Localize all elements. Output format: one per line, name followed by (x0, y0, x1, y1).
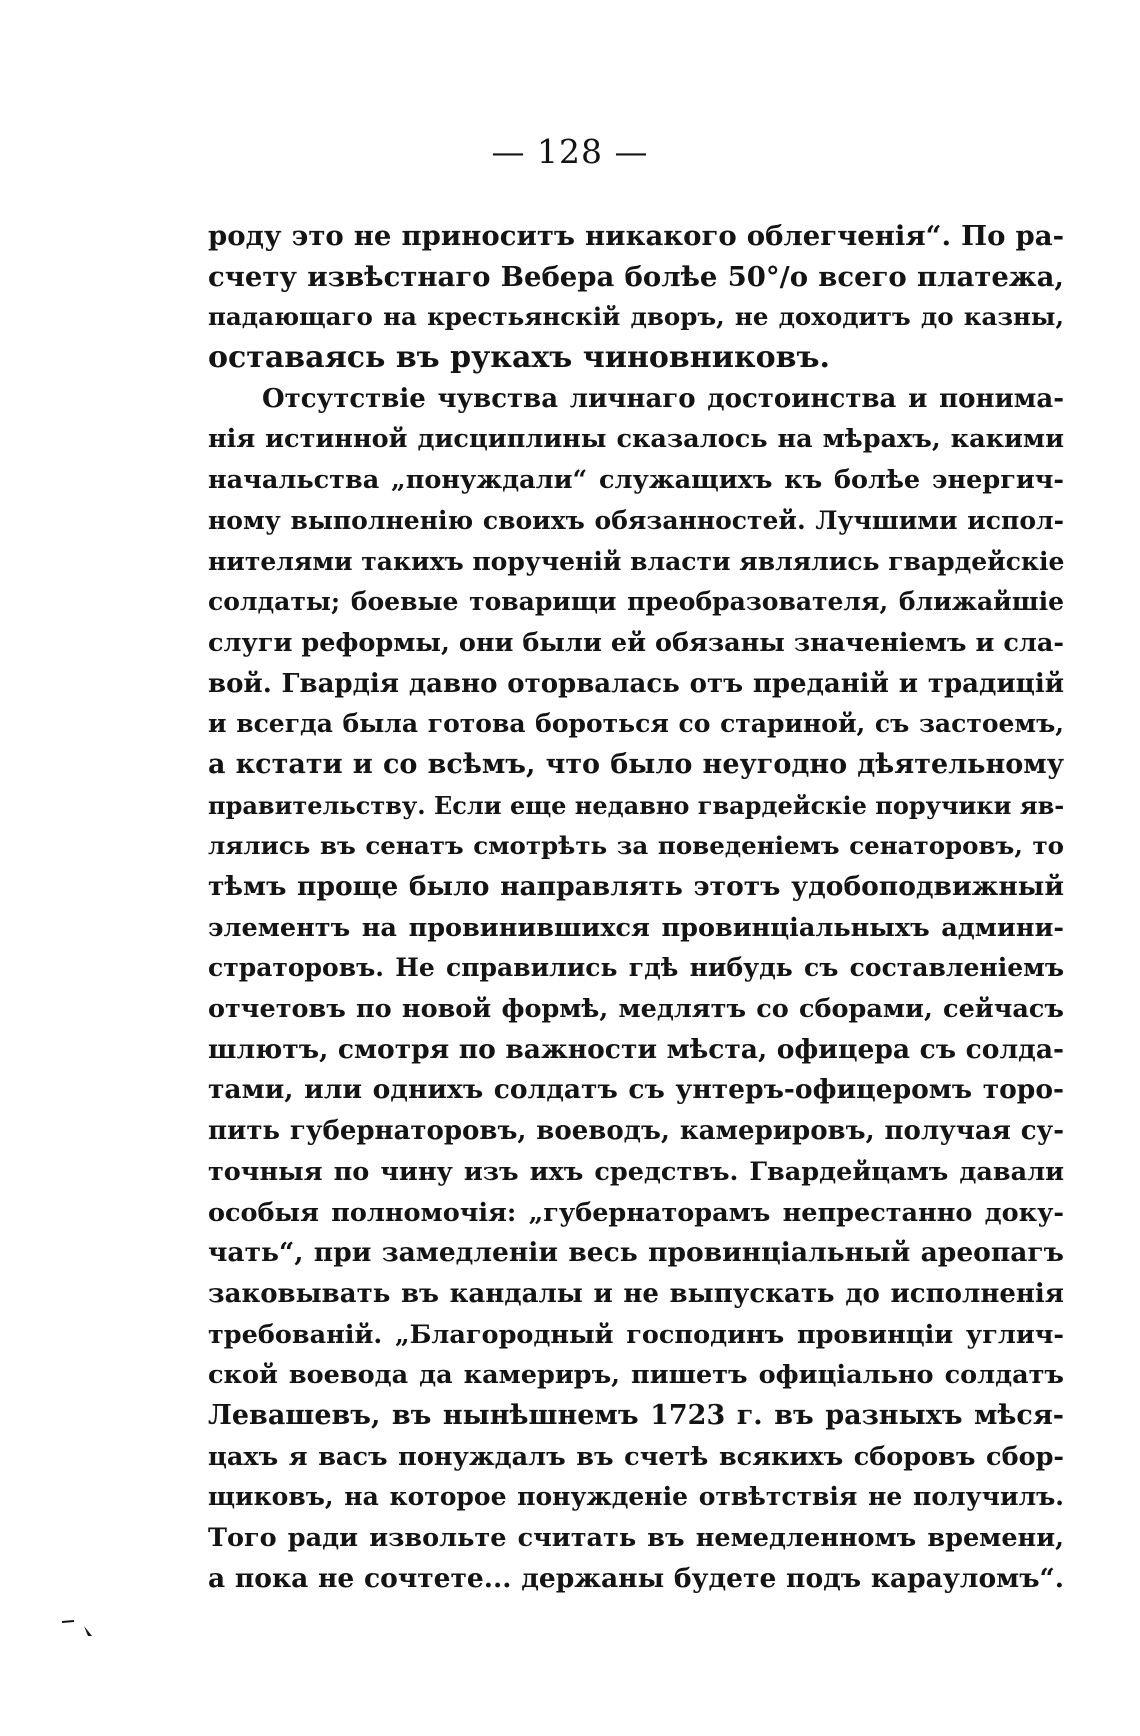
paragraph-2-line: Отсутствіе чувства личнаго достоинства и понима- (262, 383, 1064, 414)
paragraph-2-line: цахъ я васъ понуждалъ въ счетѣ всякихъ сборовъ сбор- (208, 1441, 1064, 1472)
paragraph-2-line: Того ради извольте считать въ немедленномъ времени, (208, 1523, 1064, 1553)
paragraph-2-line: лялись въ сенатъ смотрѣть за поведеніемъ сенаторовъ, то (208, 831, 1064, 861)
paragraph-2-line: нія истинной дисциплины сказалось на мѣрахъ, какими (208, 424, 1064, 455)
paragraph-2-line: страторовъ. Не справились гдѣ нибудь съ составленіемъ (208, 953, 1064, 983)
paragraph-2-line: ному выполненію своихъ обязанностей. Лучшими испол- (208, 505, 1064, 535)
paragraph-2-line: чать“, при замедленіи весь провинціальный ареопагъ (208, 1237, 1064, 1269)
paragraph-2-line: вой. Гвардія давно оторвалась отъ преданій и традицій (208, 668, 1064, 699)
paragraph-2-line: начальства „понуждали“ служащихъ къ болѣе энергич- (208, 465, 1064, 496)
paragraph-2-line: и всегда была готова бороться со стариной, съ застоемъ, (208, 709, 1064, 739)
paragraph-1-line: падающаго на крестьянскій дворъ, не доходитъ до казны, (208, 302, 1064, 332)
paragraph-2-line: щиковъ, на которое понужденіе отвѣтствія не получилъ. (208, 1482, 1064, 1512)
paragraph-2-line: ской воевода да камериръ, пишетъ офиціально солдатъ (208, 1360, 1064, 1391)
paragraph-2-line: правительству. Если еще недавно гвардейскіе поручики яв- (208, 790, 1064, 820)
paragraph-2-line: требованій. „Благородный господинъ провинціи углич- (208, 1319, 1064, 1350)
paragraph-1-line: счету извѣстнаго Вебера болѣе 50°/о всего платежа, (208, 260, 1064, 293)
paragraph-2-line: солдаты; боевые товарищи преобразователя, ближайшіе (208, 587, 1064, 617)
paragraph-2-line: нителями такихъ порученій власти являлись гвардейскіе (208, 546, 1064, 576)
paragraph-2-line: особыя полномочія: „губернаторамъ непрестанно доку- (208, 1197, 1064, 1228)
body-text (208, 216, 1064, 1599)
paragraph-2-line: шлютъ, смотря по важности мѣста, офицера съ солда- (208, 1033, 1064, 1065)
paragraph-2-line: пить губернаторовъ, воеводъ, камерировъ, получая су- (208, 1116, 1064, 1147)
paragraph-2-line: Левашевъ, въ нынѣшнемъ 1723 г. въ разныхъ мѣся- (208, 1399, 1064, 1431)
paragraph-2-line: а пока не сочтете... держаны будете подъ карауломъ“. (208, 1562, 1064, 1594)
page-number: — 128 — (491, 132, 649, 171)
paragraph-1-line: оставаясь въ рукахъ чиновниковъ. (208, 340, 830, 376)
stray-print-mark (60, 1618, 100, 1642)
paragraph-2-line: слуги реформы, они были ей обязаны значеніемъ и сла- (208, 627, 1064, 658)
paragraph-2-line: тѣмъ проще было направлять этотъ удобоподвижный (208, 871, 1064, 902)
paragraph-1-line: роду это не приноситъ никакого облегченія“. По ра- (208, 220, 1064, 252)
paragraph-2-line: точныя по чину изъ ихъ средствъ. Гвардейцамъ давали (208, 1156, 1064, 1187)
paragraph-2-line: элементъ на провинившихся провинціальныхъ админи- (208, 912, 1064, 943)
paragraph-2-line: заковывать въ кандалы и не выпускать до исполненія (208, 1278, 1064, 1309)
paragraph-2-line: отчетовъ по новой формѣ, медлятъ со сборами, сейчасъ (208, 994, 1064, 1025)
paragraph-2-line: тами, или однихъ солдатъ съ унтеръ-офицеромъ торо- (208, 1074, 1064, 1106)
paragraph-2-line: а кстати и со всѣмъ, что было неугодно дѣятельному (208, 748, 1064, 780)
